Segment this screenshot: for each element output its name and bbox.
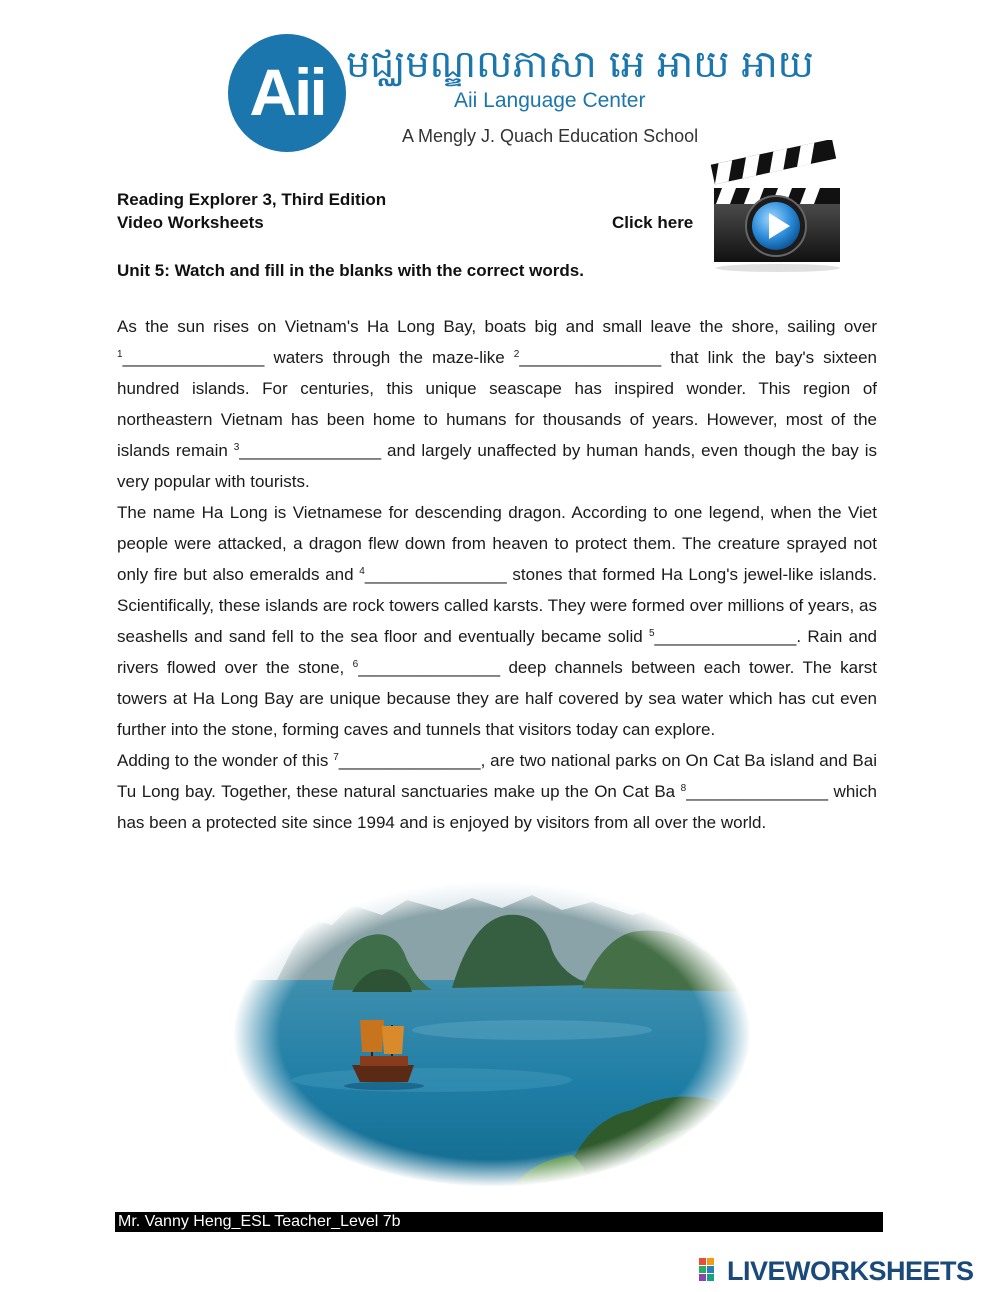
paragraph-2: The name Ha Long is Vietnamese for descending dragon. According to one legend, when the Viet people were attacked, a dragon flew down from heaven to protect them. The creature sprayed not only fire but also emeralds and $^4$_______________ stones that formed Ha Long's jewel-like islands. Scientifically, these islands are rock towers called karsts. They were formed over millions of years, as seashells and sand fell to the sea floor and eventually became solid $^5$_______________. Rain and rivers flowed over the stone, $^6$_______________ deep channels between each tower. The karst towers at Ha Long Bay are unique because they are half covered by sea water which has cut even further into the stone, forming caves and tunnels that visitors today can explore. <box>117 503 878 739</box>
paragraph-1: As the sun rises on Vietnam's Ha Long Bay, boats big and small leave the shore, sailing over $^1$_______________ waters through the maze-like $^2$_______________ that link the bay's sixteen hundred islands. For centuries, this unique seascape has inspired wonder. This region of northeastern Vietnam has been home to humans for thousands of years. However, most of the islands remain $^3$_______________ and largely unaffected by human hands, even though the bay is very popular with tourists. <box>117 317 877 491</box>
blank-3-input[interactable]: _______________ <box>239 441 382 460</box>
logo-letters: Aii <box>249 55 325 129</box>
aii-logo <box>228 34 346 152</box>
liveworksheets-icon <box>697 1255 725 1287</box>
blank-number-8: 8 <box>680 783 687 794</box>
blank-5-input[interactable]: _______________ <box>654 627 797 646</box>
ha-long-bay-photo <box>232 880 752 1188</box>
book-title: Reading Explorer 3, Third Edition <box>117 190 387 209</box>
blank-7-input[interactable]: _______________ <box>338 751 481 770</box>
blank-8-input[interactable]: _______________ <box>686 782 829 801</box>
blank-number-1: 1 <box>117 349 123 360</box>
clapper-top <box>711 140 836 184</box>
click-here-label[interactable]: Click here <box>612 213 694 232</box>
liveworksheets-wordmark: LIVEWORKSHEETS <box>727 1256 974 1286</box>
reading-passage <box>117 311 877 838</box>
blank-number-3: 3 <box>233 442 240 453</box>
blank-2-input[interactable]: _______________ <box>519 348 662 367</box>
blank-number-2: 2 <box>513 349 520 360</box>
blank-number-5: 5 <box>648 628 655 639</box>
blank-1-input[interactable]: _______________ <box>122 348 265 367</box>
school-name: A Mengly J. Quach Education School <box>402 126 699 146</box>
blank-4-input[interactable]: _______________ <box>364 565 507 584</box>
blank-number-7: 7 <box>333 752 339 763</box>
footer-bar <box>115 1212 883 1232</box>
teacher-credit: Mr. Vanny Heng_ESL Teacher_Level 7b <box>118 1213 401 1230</box>
khmer-center-name: មជ្ឈមណ្ឌលភាសា អេ អាយ អាយ <box>346 42 814 86</box>
blank-6-input[interactable]: _______________ <box>358 658 501 677</box>
blank-number-6: 6 <box>352 659 359 670</box>
liveworksheets-logo[interactable] <box>697 1255 997 1287</box>
unit-instructions: Unit 5: Watch and fill in the blanks with the correct words. <box>117 261 584 280</box>
center-name: Aii Language Center <box>454 89 646 112</box>
blank-number-4: 4 <box>359 566 365 577</box>
book-subtitle: Video Worksheets <box>117 213 264 232</box>
paragraph-3: Adding to the wonder of this $^7$_______________, are two national parks on On Cat Ba island and Bai Tu Long bay. Together, these natural sanctuaries make up the On Cat Ba $^8$_______________ which has been a protected site since 1994 and is enjoyed by visitors from all over the world. <box>117 751 877 832</box>
video-play-button[interactable] <box>708 140 848 276</box>
